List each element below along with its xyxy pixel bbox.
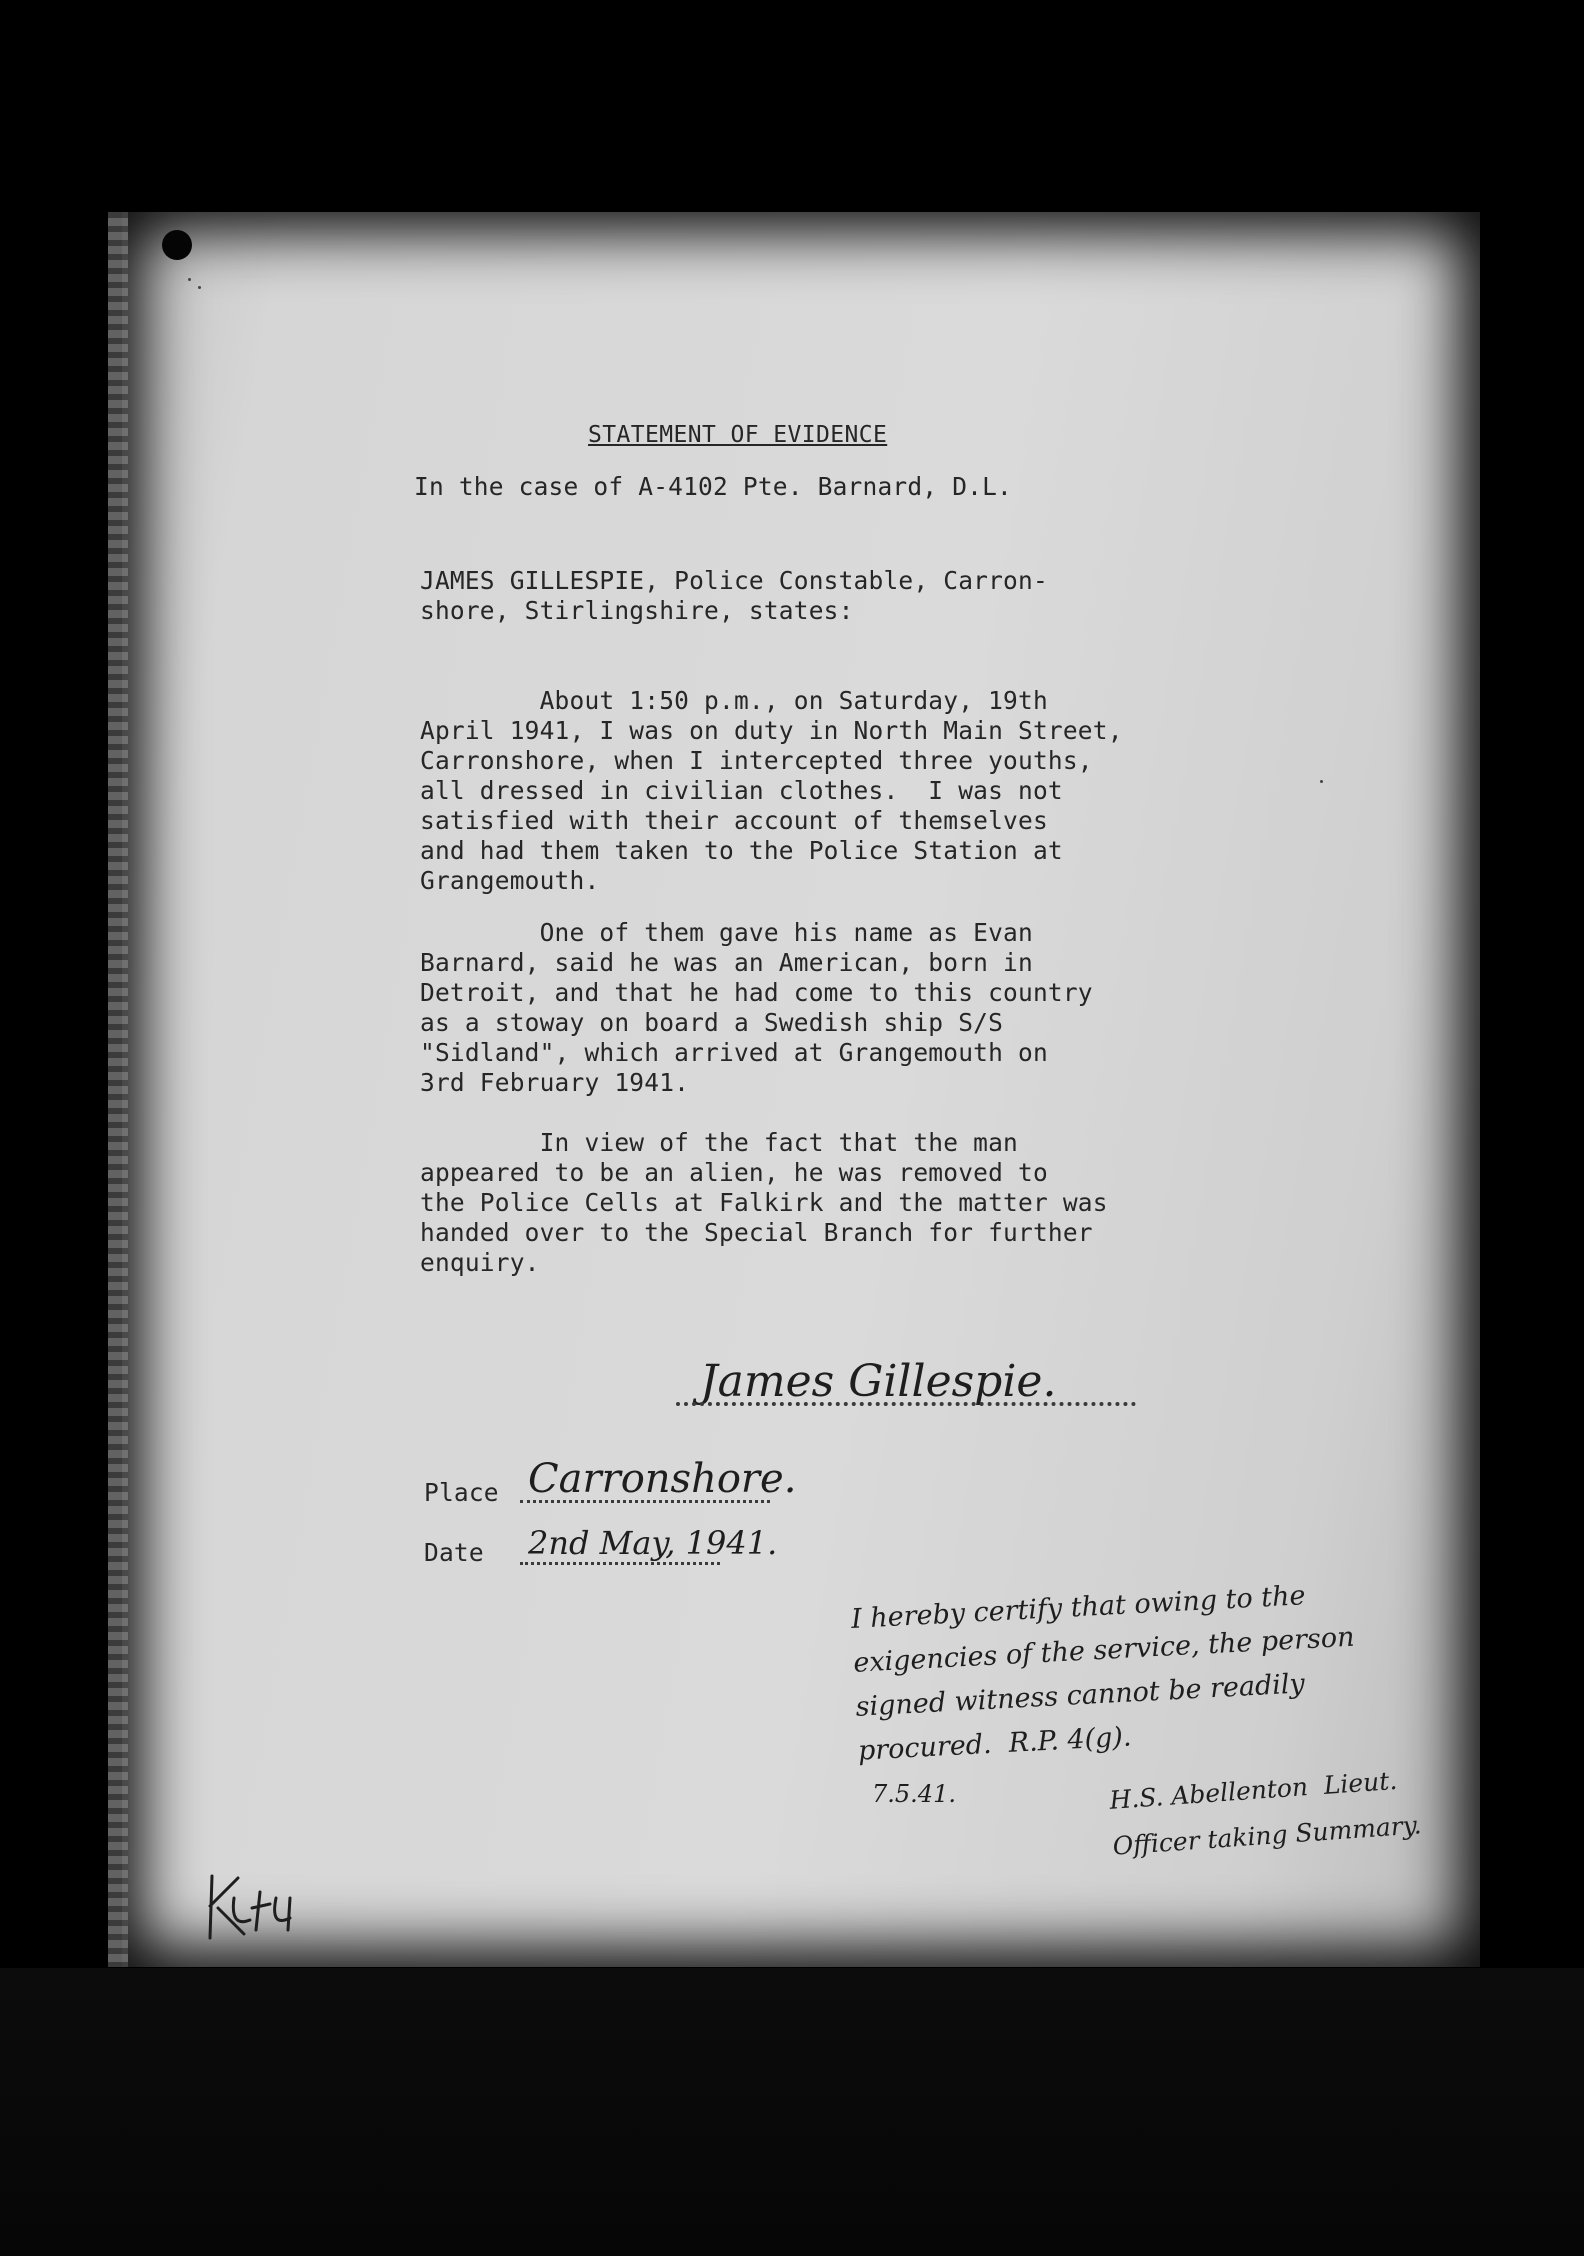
officer-signature: H.S. Abellenton Lieut. Officer taking Summary. (1108, 1765, 1423, 1861)
page-binding-edge (108, 212, 128, 1967)
officer-certificate-note: I hereby certify that owing to the exigencies of the service, the person signed witness cannot be readily procured. R.P. 4(g). (850, 1580, 1356, 1767)
place-dotted-line (520, 1500, 770, 1503)
statement-paragraph-1: About 1:50 p.m., on Saturday, 19th April 1941, I was on duty in North Main Street, Carronshore, when I intercepted three youths, all dressed in civilian clothes. I was not satisfied with their account of themselves and had them taken to the Police Station at Grangemouth. (420, 686, 1123, 895)
paper-speck (198, 286, 201, 289)
place-label: Place (424, 1478, 499, 1507)
date-dotted-line (520, 1562, 720, 1565)
initials-mark (200, 1868, 310, 1948)
signature-dotted-line (676, 1402, 1136, 1406)
statement-paragraph-2: One of them gave his name as Evan Barnard, said he was an American, born in Detroit, and that he had come to this country as a stoway on board a Swedish ship S/S "Sidland", which arrived at Grangemouth on 3rd February 1941. (420, 918, 1093, 1097)
certificate-date: 7.5.41. (872, 1780, 956, 1808)
statement-paragraph-3: In view of the fact that the man appeared to be an alien, he was removed to the Police Cells at Falkirk and the matter was handed over to the Special Branch for further enquiry. (420, 1128, 1108, 1277)
punch-hole (162, 230, 192, 260)
date-value: 2nd May, 1941. (528, 1524, 778, 1562)
document-title: STATEMENT OF EVIDENCE (588, 422, 888, 448)
paper-speck (1320, 780, 1323, 783)
place-value: Carronshore. (528, 1456, 797, 1502)
witness-signature: James Gillespie. (700, 1356, 1057, 1407)
case-reference: In the case of A-4102 Pte. Barnard, D.L. (414, 472, 1013, 501)
paper-speck (188, 278, 191, 281)
witness-statement-header: JAMES GILLESPIE, Police Constable, Carron- shore, Stirlingshire, states: (420, 566, 1048, 625)
scan-background (0, 1968, 1584, 2256)
date-label: Date (424, 1538, 484, 1567)
